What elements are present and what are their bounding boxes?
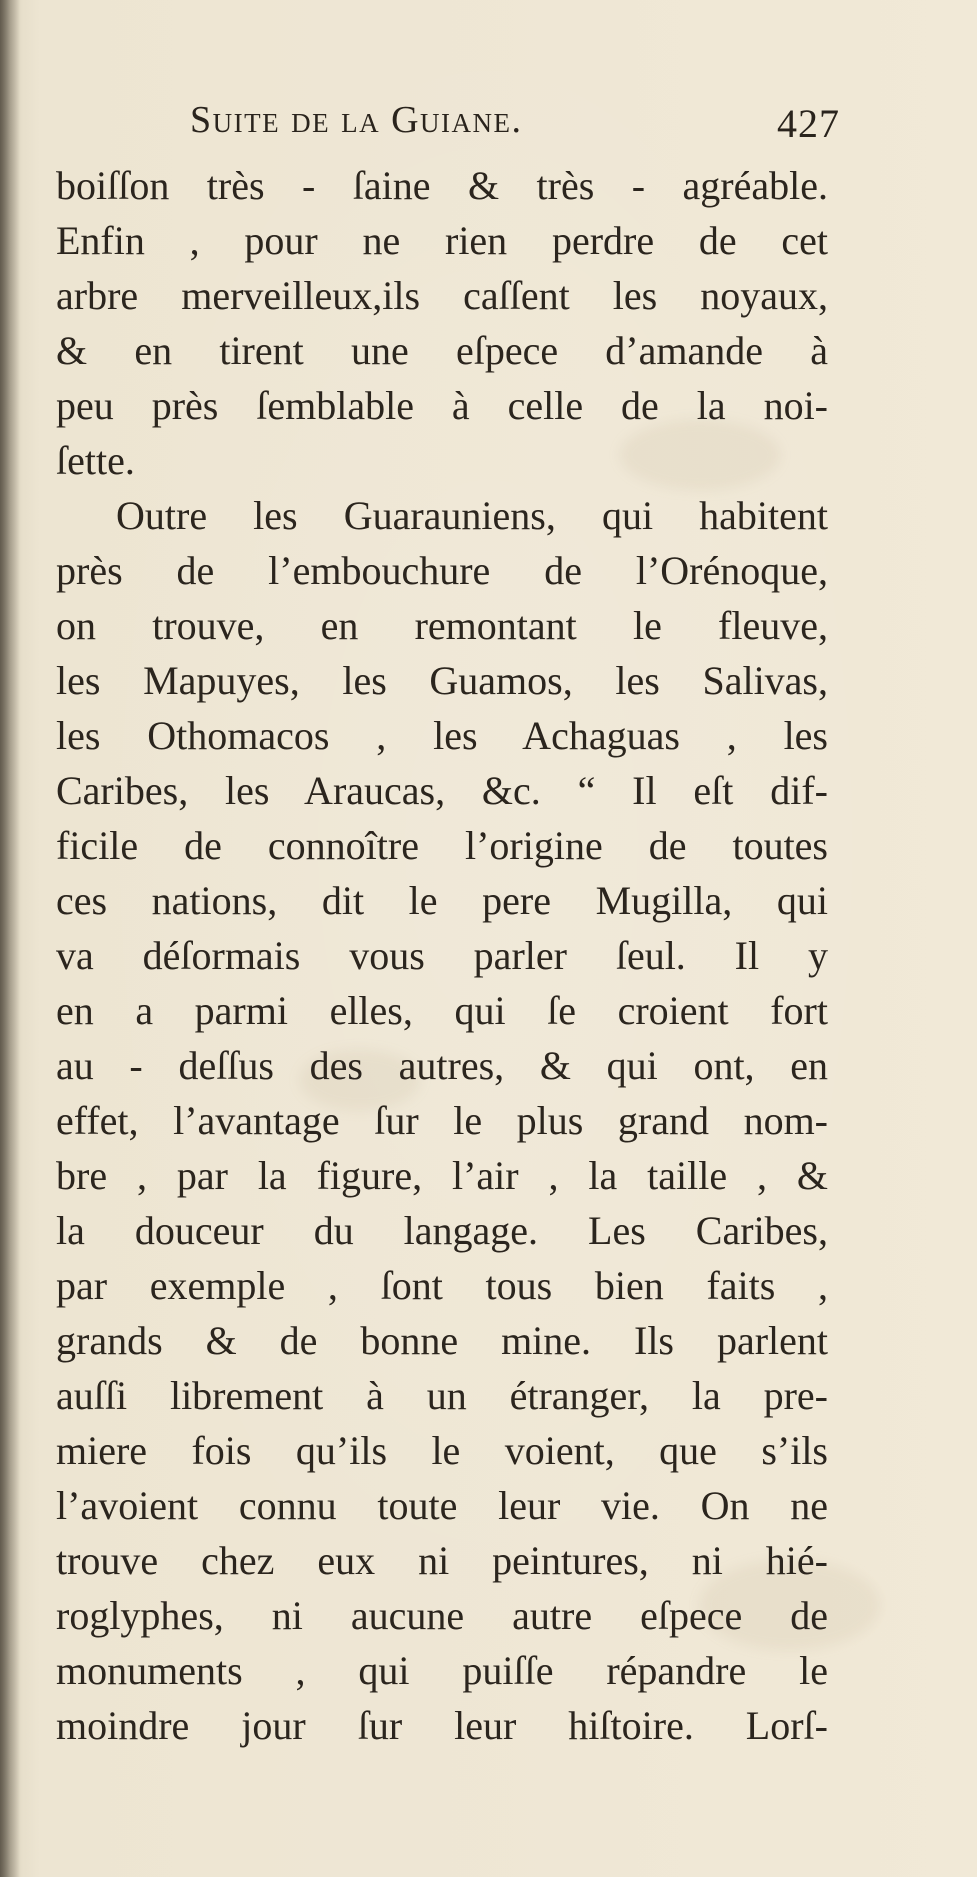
text-line: par exemple , ſont tous bien faits , (56, 1263, 828, 1308)
text-line: les Othomacos , les Achaguas , les (56, 713, 828, 758)
text-line: boiſſon très - ſaine & très - agréable. (56, 163, 828, 208)
text-line: monuments , qui puiſſe répandre le (56, 1648, 828, 1693)
binding-shadow (0, 0, 20, 1877)
text-line: Outre les Guarauniens, qui habitent (116, 493, 828, 538)
text-line: Enfin , pour ne rien perdre de cet (56, 218, 828, 263)
text-line: la douceur du langage. Les Caribes, (56, 1208, 828, 1253)
page-number: 427 (777, 101, 840, 146)
text-line: l’avoient connu toute leur vie. On ne (56, 1483, 828, 1528)
text-line: trouve chez eux ni peintures, ni hié- (56, 1538, 828, 1583)
text-line: on trouve, en remontant le fleuve, (56, 603, 828, 648)
text-line: au - deſſus des autres, & qui ont, en (56, 1043, 828, 1088)
text-line: grands & de bonne mine. Ils parlent (56, 1318, 828, 1363)
text-line: ces nations, dit le pere Mugilla, qui (56, 878, 828, 923)
text-line: effet, l’avantage ſur le plus grand nom- (56, 1098, 828, 1143)
text-line: les Mapuyes, les Guamos, les Salivas, (56, 658, 828, 703)
text-line: ficile de connoître l’origine de toutes (56, 823, 828, 868)
text-line: auſſi librement à un étranger, la pre- (56, 1373, 828, 1418)
text-line: roglyphes, ni aucune autre eſpece de (56, 1593, 828, 1638)
text-line: & en tirent une eſpece d’amande à (56, 328, 828, 373)
text-line: va déſormais vous parler ſeul. Il y (56, 933, 828, 978)
text-line: miere fois qu’ils le voient, que s’ils (56, 1428, 828, 1473)
text-line: en a parmi elles, qui ſe croient fort (56, 988, 828, 1033)
text-line: ſette. (56, 438, 135, 483)
text-line: arbre merveilleux,ils caſſent les noyaux, (56, 273, 828, 318)
text-line: bre , par la figure, l’air , la taille , & (56, 1153, 828, 1198)
text-line: moindre jour ſur leur hiſtoire. Lorſ- (56, 1703, 828, 1748)
text-line: près de l’embouchure de l’Orénoque, (56, 548, 828, 593)
text-line: peu près ſemblable à celle de la noi- (56, 383, 828, 428)
page-header (190, 98, 840, 154)
running-title: Suite de la Guiane. (190, 99, 523, 141)
text-line: Caribes, les Araucas, &c. “ Il eſt dif- (56, 768, 828, 813)
body-text (56, 158, 828, 1753)
